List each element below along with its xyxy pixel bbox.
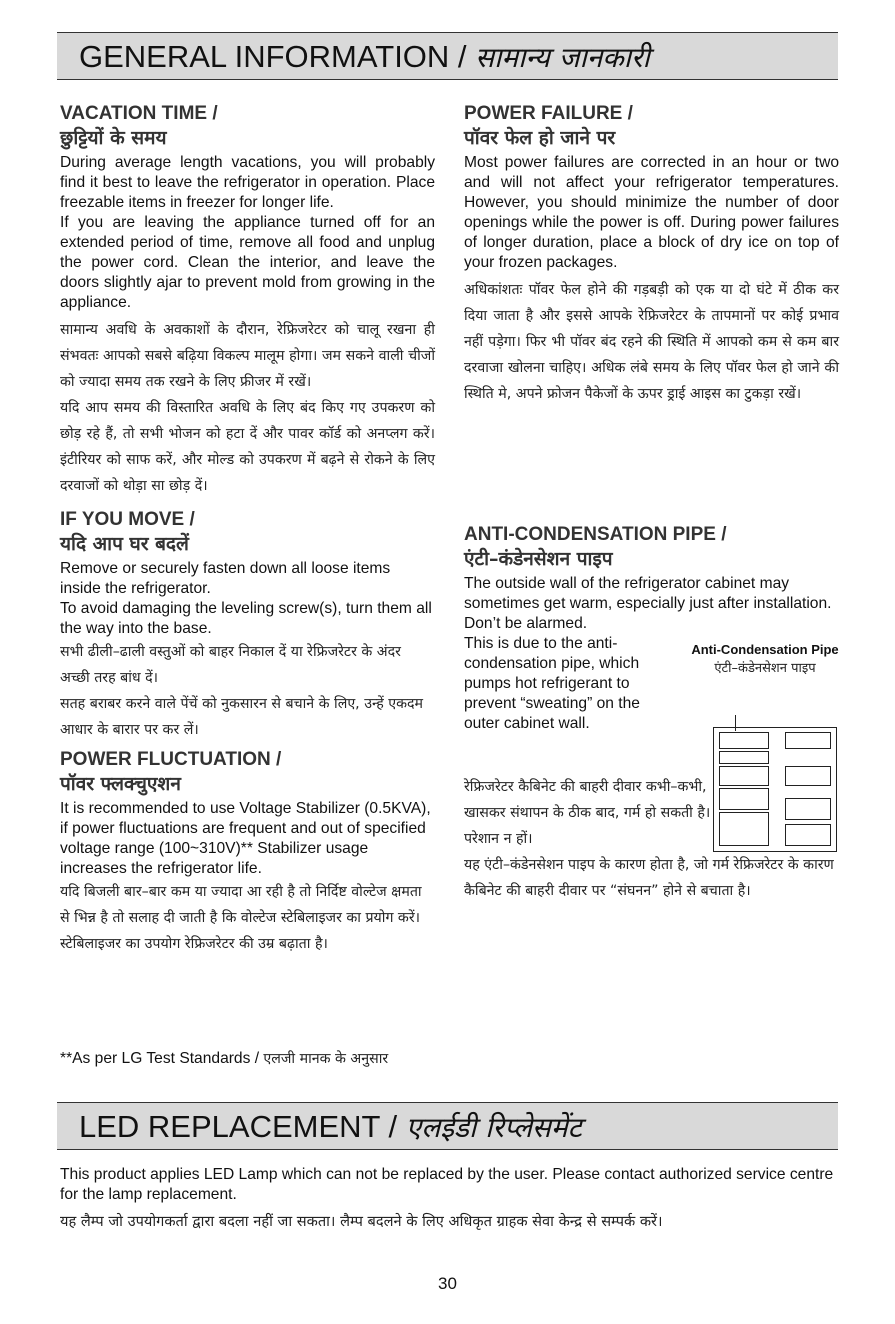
move-text-1: Remove or securely fasten down all loose items inside the refrigerator. (60, 560, 391, 597)
fridge-shelf-icon (785, 798, 831, 820)
vacation-title: VACATION TIME / (60, 103, 218, 124)
fluctuation-text: It is recommended to use Voltage Stabilizer (0.5KVA), if power fluctuations are frequent and out of specified voltage range (100~310V)** Stabilizer usage increases the refrigerator life. (60, 800, 431, 877)
vacation-title-hi: छुट्टियों के समय (60, 127, 167, 149)
failure-title-hi: पॉवर फेल हो जाने पर (464, 127, 616, 149)
fridge-shelf-icon (785, 766, 831, 786)
fridge-shelf-icon (785, 732, 831, 749)
led-section (60, 1165, 840, 1235)
led-replacement-banner (57, 1102, 838, 1150)
vacation-text-hi-1: सामान्य अवधि के अवकाशों के दौरान, रेफ्रिजरेटर को चालू रखना ही संभवतः आपको सबसे बढ़िया विकल्प मालूम होगा। जम सकने वाली चीजों को ज्यादा समय तक रखने के लिए फ्रीजर में रखें। (60, 322, 435, 390)
anticond-title: ANTI-CONDENSATION PIPE / (464, 524, 727, 545)
freezer-shelf-icon (719, 751, 769, 764)
fluctuation-title-hi: पॉवर फ्लक्चुएशन (60, 773, 181, 795)
fridge-shelf-icon (785, 824, 831, 846)
freezer-shelf-icon (719, 788, 769, 810)
power-failure-section (464, 103, 839, 407)
note-en: **As per LG Test Standards / (60, 1050, 264, 1067)
anticond-text-hi-2: यह एंटी–कंडेनसेशन पाइप के कारण होता है, जो गर्म रेफ्रिजरेटर के कारण कैबिनेट की बाहरी दीवार पर “संघनन” होने से बचाता है। (464, 857, 834, 899)
right-column (464, 103, 839, 407)
anticond-text-2: Don’t be alarmed. (464, 615, 588, 632)
move-title-hi: यदि आप घर बदलें (60, 533, 189, 555)
led-title-en: LED REPLACEMENT / (79, 1109, 398, 1144)
diagram-label-en: Anti-Condensation Pipe (691, 642, 839, 657)
page-number: 30 (438, 1274, 457, 1293)
left-column (60, 103, 435, 957)
freezer-shelf-icon (719, 766, 769, 786)
led-title-hi: एलईडी रिप्लेसमेंट (405, 1111, 582, 1144)
led-text: This product applies LED Lamp which can not be replaced by the user. Please contact authorized service centre for the lamp replacement. (60, 1166, 834, 1203)
test-standards-note (60, 1046, 388, 1072)
general-information-banner (57, 32, 838, 80)
refrigerator-diagram-icon (713, 727, 837, 852)
diagram-label-hi: एंटी–कंडेनसेशन पाइप (714, 661, 816, 676)
led-text-hi: यह लैम्प जो उपयोगकर्ता द्वारा बदला नहीं जा सकता। लैम्प बदलने के लिए अधिकृत ग्राहक सेवा केन्द्र से सम्पर्क करें। (60, 1213, 663, 1230)
banner-title-en: GENERAL INFORMATION / (79, 39, 467, 74)
freezer-shelf-icon (719, 732, 769, 749)
vacation-text-hi-2: यदि आप समय की विस्तारित अवधि के लिए बंद किए गए उपकरण को छोड़ रहे हैं, तो सभी भोजन को हटा दें और पावर कॉर्ड को अनप्लग करें। इंटीरियर को साफ करें, और मोल्ड को उपकरण में बढ़ने से रोकने के लिए दरवाजों को थोड़ा सा छोड़ दें। (60, 400, 435, 494)
power-fluctuation-section (60, 749, 435, 957)
move-section (60, 509, 435, 743)
vacation-text-1: During average length vacations, you will probably find it best to leave the refrigerator in operation. Place freezable items in freezer for longer life. (60, 154, 435, 211)
failure-text: Most power failures are corrected in an hour or two and will not affect your refrigerator temperatures. However, you should minimize the number of door openings while the power is off. During power failures of longer duration, place a block of dry ice on top of your frozen packages. (464, 154, 839, 271)
fluctuation-title: POWER FLUCTUATION / (60, 749, 282, 770)
anticond-text-1: The outside wall of the refrigerator cabinet may sometimes get warm, especially just after installation. (464, 575, 832, 612)
vacation-text-2: If you are leaving the appliance turned off for an extended period of time, remove all food and unplug the power cord. Clean the interior, and leave the doors slightly ajar to prevent mold from growing in the appliance. (60, 214, 435, 311)
anticond-text-hi-1: रेफ्रिजरेटर कैबिनेट की बाहरी दीवार कभी–कभी, खासकर संथापन के ठीक बाद, गर्म हो सकती है। परेशान न हों। (464, 779, 711, 847)
failure-text-hi: अधिकांशतः पॉवर फेल होने की गड़बड़ी को एक या दो घंटे में ठीक कर दिया जाता है और इससे आपके रेफ्रिजरेटर के तापमानों पर कोई प्रभाव नहीं पड़ेगा। फिर भी पॉवर बंद रहने की स्थिति में आपको कम से कम बार दरवाजा खोलना चाहिए। अधिक लंबे समय के लिए पॉवर फेल हो जाने की स्थिति मे, अपने फ्रोजन पैकेजों के ऊपर ड्राई आइस का टुकड़ा रखें। (464, 282, 840, 402)
vacation-section (60, 103, 435, 499)
move-text-2: To avoid damaging the leveling screw(s), turn them all the way into the base. (60, 600, 432, 637)
move-text-hi-2: सतह बराबर करने वाले पेंचें को नुकसारन से बचाने के लिए, उन्हें एकदम आधार के बारार पर कर लें। (60, 696, 424, 738)
fluctuation-text-hi: यदि बिजली बार–बार कम या ज्यादा आ रही है तो निर्दिष्ट वोल्टेज क्षमता से भिन्न है तो सलाह दी जाती है कि वोल्टेज स्टेबिलाइजर का प्रयोग करें। स्टेबिलाइजर का उपयोग रेफ्रिजरेटर की उम्र बढ़ाता है। (60, 884, 422, 952)
freezer-shelf-icon (719, 812, 769, 846)
anti-condensation-diagram-label (690, 641, 840, 680)
banner-title-hi: सामान्य जानकारी (475, 41, 650, 74)
move-text-hi-1: सभी ढीली–ढाली वस्तुओं को बाहर निकाल दें या रेफ्रिजरेटर के अंदर अच्छी तरह बांध दें। (60, 644, 401, 686)
failure-title: POWER FAILURE / (464, 103, 633, 124)
anticond-text-3: This is due to the anti-condensation pipe, which pumps hot refrigerant to prevent “sweating” on the outer cabinet wall. (464, 635, 640, 732)
note-hi: एलजी मानक के अनुसार (263, 1051, 389, 1067)
anticond-title-hi: एंटी–कंडेनसेशन पाइप (464, 548, 613, 570)
move-title: IF YOU MOVE / (60, 509, 195, 530)
